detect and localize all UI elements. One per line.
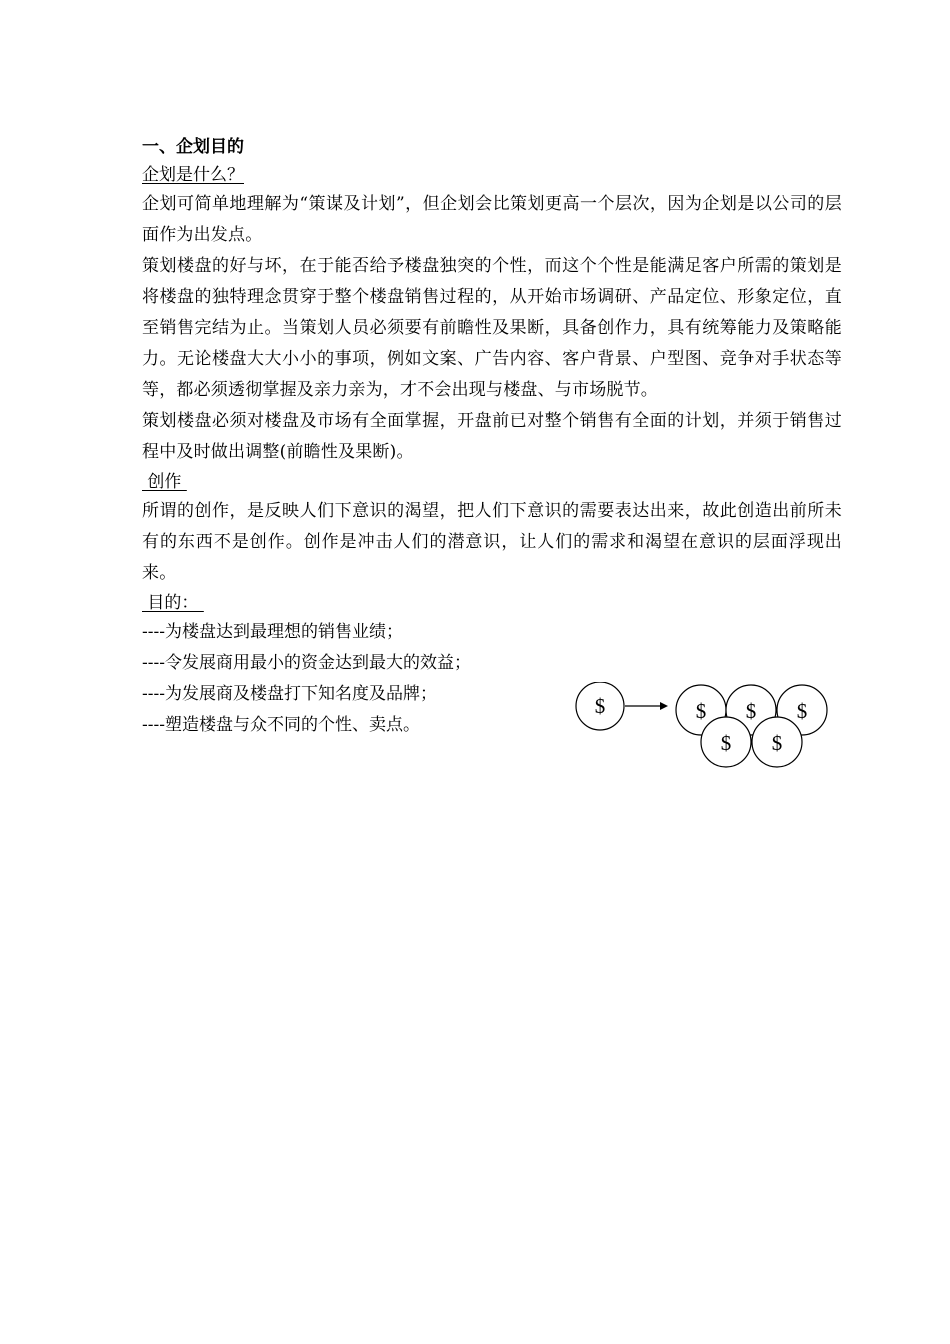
section-title: 一、企划目的 (142, 137, 244, 157)
coin-symbol: $ (594, 694, 606, 718)
arrow (625, 702, 668, 710)
creation-paragraph: 所谓的创作，是反映人们下意识的渴望，把人们下意识的需要表达出来，故此创造出前所未有的东西不是创作。创作是冲击人们的潜意识，让人们的需求和渴望在意识的层面浮现出来。 (142, 501, 842, 583)
result-coin (752, 717, 802, 767)
coin-symbol: $ (720, 731, 732, 755)
coin-symbol: $ (796, 699, 808, 723)
coin-symbol: $ (771, 731, 783, 755)
what-heading: 企划是什么？ (142, 165, 244, 185)
money-growth-svg (574, 682, 834, 774)
money-growth-diagram (574, 682, 834, 774)
what-paragraph-2: 策划楼盘的好与坏，在于能否给予楼盘独突的个性，而这个个性是能满足客户所需的策划是将楼盘的独特理念贯穿于整个楼盘销售过程的，从开始市场调研、产品定位、形象定位，直至销售完结为止。当策划人员必须要有前瞻性及果断，具备创作力，具有统筹能力及策略能力。无论楼盘大大小小的事项，例如文案、广告内容、客户背景、户型图、竞争对手状态等等，都必须透彻掌握及亲力亲为，才不会出现与楼盘、与市场脱节。 (142, 256, 842, 400)
result-coin (701, 717, 751, 767)
source-coin (576, 682, 624, 730)
what-paragraph-1: 企划可简单地理解为“策谋及计划”，但企划会比策划更高一个层次，因为企划是以公司的层面作为出发点。 (142, 194, 842, 245)
purpose-item: ----令发展商用最小的资金达到最大的效益； (142, 653, 471, 673)
purpose-heading: 目的： (142, 593, 204, 613)
what-paragraph-3: 策划楼盘必须对楼盘及市场有全面掌握，开盘前已对整个销售有全面的计划，并须于销售过程中及时做出调整(前瞻性及果断)。 (142, 411, 842, 462)
creation-heading: 创作 (142, 472, 187, 492)
purpose-item: ----为发展商及楼盘打下知名度及品牌； (142, 684, 437, 704)
coin-symbol: $ (745, 699, 757, 723)
coin-symbol: $ (695, 699, 707, 723)
purpose-item: ----塑造楼盘与众不同的个性、卖点。 (142, 715, 420, 735)
purpose-item: ----为楼盘达到最理想的销售业绩； (142, 622, 403, 642)
document-page (142, 133, 842, 741)
